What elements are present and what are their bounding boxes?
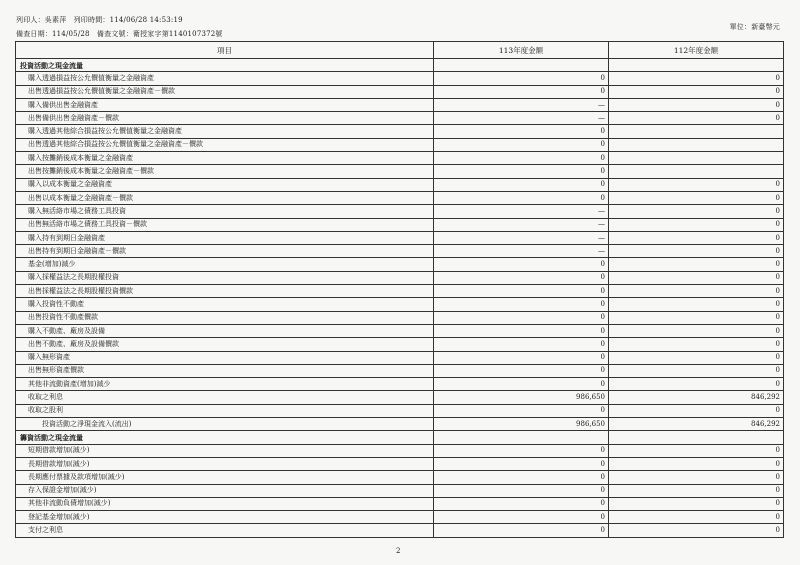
row-113-cell: 0 xyxy=(434,351,609,364)
row-112-cell: 0 xyxy=(609,258,784,271)
row-item-cell: 存入保證金增加(減少) xyxy=(16,484,434,497)
row-113-cell: — xyxy=(434,205,609,218)
table-row xyxy=(16,178,784,191)
row-item-cell: 購入不動產、廠房及設備 xyxy=(16,324,434,337)
table-row xyxy=(16,351,784,364)
row-112-cell: 0 xyxy=(609,85,784,98)
row-item-cell: 長期借款增加(減少) xyxy=(16,457,434,470)
row-item-cell: 出售備供出售金融資產－價款 xyxy=(16,112,434,125)
row-112-cell xyxy=(609,152,784,165)
table-row xyxy=(16,431,784,444)
table-row xyxy=(16,444,784,457)
row-item-cell: 購入無活絡市場之債務工具投資 xyxy=(16,205,434,218)
row-112-cell: 0 xyxy=(609,191,784,204)
row-item-cell: 出售以成本衡量之金融資產－價款 xyxy=(16,191,434,204)
row-113-cell: 0 xyxy=(434,191,609,204)
row-item-cell: 投資活動之淨現金流入(流出) xyxy=(16,418,434,431)
row-item-cell: 出售按攤銷後成本衡量之金融資產－價款 xyxy=(16,165,434,178)
row-item-cell: 收取之股利 xyxy=(16,404,434,417)
table-row xyxy=(16,125,784,138)
table-row xyxy=(16,324,784,337)
row-112-cell: 0 xyxy=(609,298,784,311)
row-112-cell xyxy=(609,165,784,178)
row-113-cell: 0 xyxy=(434,152,609,165)
table-row xyxy=(16,205,784,218)
row-113-cell: 0 xyxy=(434,404,609,417)
row-112-cell: 0 xyxy=(609,497,784,510)
row-112-cell: 0 xyxy=(609,245,784,258)
row-113-cell: 0 xyxy=(434,138,609,151)
row-112-cell: 0 xyxy=(609,285,784,298)
table-row xyxy=(16,271,784,284)
row-113-cell: 0 xyxy=(434,165,609,178)
row-113-cell: 0 xyxy=(434,444,609,457)
row-113-cell: — xyxy=(434,231,609,244)
row-113-cell: 0 xyxy=(434,338,609,351)
table-row xyxy=(16,138,784,151)
row-112-cell: 0 xyxy=(609,444,784,457)
row-112-cell: 0 xyxy=(609,364,784,377)
table-row xyxy=(16,218,784,231)
table-row xyxy=(16,98,784,111)
table-row xyxy=(16,112,784,125)
row-item-cell: 購入持有到期日金融資產 xyxy=(16,231,434,244)
row-112-cell: 0 xyxy=(609,324,784,337)
row-112-cell: 0 xyxy=(609,72,784,85)
row-112-cell: 0 xyxy=(609,351,784,364)
row-113-cell: 0 xyxy=(434,285,609,298)
row-113-cell: 0 xyxy=(434,311,609,324)
table-row xyxy=(16,391,784,404)
row-112-cell: 0 xyxy=(609,404,784,417)
table-row xyxy=(16,59,784,72)
row-item-cell: 登記基金增加(減少) xyxy=(16,511,434,524)
row-113-cell: 0 xyxy=(434,271,609,284)
table-row xyxy=(16,72,784,85)
row-113-cell: 0 xyxy=(434,324,609,337)
row-item-cell: 購入按攤銷後成本衡量之金融資產 xyxy=(16,152,434,165)
row-113-cell: 0 xyxy=(434,524,609,537)
row-113-cell: 986,650 xyxy=(434,391,609,404)
row-113-cell: 0 xyxy=(434,497,609,510)
row-item-cell: 出售不動產、廠房及設備價款 xyxy=(16,338,434,351)
row-112-cell xyxy=(609,59,784,72)
row-item-cell: 其他非流動資產(增加)減少 xyxy=(16,378,434,391)
column-header-113: 113年度金額 xyxy=(434,42,609,59)
row-item-cell: 購入備供出售金融資產 xyxy=(16,98,434,111)
table-row xyxy=(16,191,784,204)
row-item-cell: 收取之利息 xyxy=(16,391,434,404)
table-row xyxy=(16,471,784,484)
cash-flow-table xyxy=(15,41,784,538)
row-item-cell: 出售無活絡市場之債務工具投資－價款 xyxy=(16,218,434,231)
row-112-cell xyxy=(609,138,784,151)
row-112-cell: 846,292 xyxy=(609,391,784,404)
row-item-cell: 購入採權益法之長期股權投資 xyxy=(16,271,434,284)
table-row xyxy=(16,484,784,497)
row-item-cell: 籌資活動之現金流量 xyxy=(16,431,434,444)
row-112-cell: 0 xyxy=(609,271,784,284)
table-row xyxy=(16,457,784,470)
row-113-cell: 0 xyxy=(434,364,609,377)
row-112-cell xyxy=(609,431,784,444)
row-item-cell: 購入透過損益按公允價值衡量之金融資產 xyxy=(16,72,434,85)
row-113-cell: 0 xyxy=(434,457,609,470)
row-113-cell: 0 xyxy=(434,258,609,271)
row-112-cell: 0 xyxy=(609,338,784,351)
row-112-cell: 0 xyxy=(609,178,784,191)
table-row xyxy=(16,231,784,244)
table-row xyxy=(16,311,784,324)
row-112-cell: 0 xyxy=(609,231,784,244)
row-112-cell: 0 xyxy=(609,218,784,231)
table-header-row xyxy=(16,42,784,59)
table-row xyxy=(16,511,784,524)
page-number: 2 xyxy=(396,547,401,555)
row-item-cell: 短期借款增加(減少) xyxy=(16,444,434,457)
row-item-cell: 基金(增加)減少 xyxy=(16,258,434,271)
row-item-cell: 購入投資性不動產 xyxy=(16,298,434,311)
table-row xyxy=(16,245,784,258)
row-113-cell: — xyxy=(434,245,609,258)
row-item-cell: 購入無形資產 xyxy=(16,351,434,364)
row-item-cell: 出售透過損益按公允價值衡量之金融資產－價款 xyxy=(16,85,434,98)
table-row xyxy=(16,497,784,510)
table-row xyxy=(16,298,784,311)
row-113-cell: — xyxy=(434,98,609,111)
row-113-cell: 0 xyxy=(434,125,609,138)
table-row xyxy=(16,404,784,417)
row-item-cell: 購入以成本衡量之金融資產 xyxy=(16,178,434,191)
row-112-cell: 0 xyxy=(609,98,784,111)
table-row xyxy=(16,524,784,537)
table-row xyxy=(16,378,784,391)
table-row xyxy=(16,418,784,431)
row-112-cell: 0 xyxy=(609,205,784,218)
row-113-cell: — xyxy=(434,112,609,125)
column-header-112: 112年度金額 xyxy=(609,42,784,59)
row-item-cell: 出售無形資產價款 xyxy=(16,364,434,377)
currency-unit: 單位：新臺幣元 xyxy=(729,23,780,31)
row-112-cell: 0 xyxy=(609,378,784,391)
row-113-cell: 0 xyxy=(434,85,609,98)
row-item-cell: 出售持有到期日金融資產－價款 xyxy=(16,245,434,258)
row-113-cell xyxy=(434,431,609,444)
row-112-cell: 0 xyxy=(609,471,784,484)
row-112-cell xyxy=(609,125,784,138)
row-112-cell: 846,292 xyxy=(609,418,784,431)
row-112-cell: 0 xyxy=(609,511,784,524)
row-113-cell: 0 xyxy=(434,471,609,484)
row-item-cell: 投資活動之現金流量 xyxy=(16,59,434,72)
row-113-cell xyxy=(434,59,609,72)
table-row xyxy=(16,285,784,298)
print-info: 列印人：吳素萍 列印時間：114/06/28 14:53:19 xyxy=(16,16,183,24)
row-item-cell: 長期應付票據及款項增加(減少) xyxy=(16,471,434,484)
row-item-cell: 購入透過其他綜合損益按公允價值衡量之金融資產 xyxy=(16,125,434,138)
row-item-cell: 出售採權益法之長期股權投資價款 xyxy=(16,285,434,298)
row-112-cell: 0 xyxy=(609,112,784,125)
row-112-cell: 0 xyxy=(609,457,784,470)
table-row xyxy=(16,165,784,178)
column-header-item: 項目 xyxy=(16,42,434,59)
row-113-cell: 0 xyxy=(434,72,609,85)
row-113-cell: 986,650 xyxy=(434,418,609,431)
row-113-cell: 0 xyxy=(434,378,609,391)
row-item-cell: 出售透過其他綜合損益按公允價值衡量之金融資產－價款 xyxy=(16,138,434,151)
table-row xyxy=(16,258,784,271)
row-item-cell: 其他非流動負債增加(減少) xyxy=(16,497,434,510)
row-113-cell: 0 xyxy=(434,298,609,311)
row-112-cell: 0 xyxy=(609,311,784,324)
review-info: 備查日期：114/05/28 備查文號：衛授家字第1140107372號 xyxy=(16,30,223,38)
row-113-cell: 0 xyxy=(434,511,609,524)
row-item-cell: 支付之利息 xyxy=(16,524,434,537)
row-112-cell: 0 xyxy=(609,484,784,497)
table-row xyxy=(16,85,784,98)
table-row xyxy=(16,152,784,165)
row-113-cell: — xyxy=(434,218,609,231)
row-item-cell: 出售投資性不動產價款 xyxy=(16,311,434,324)
row-112-cell: 0 xyxy=(609,524,784,537)
row-113-cell: 0 xyxy=(434,484,609,497)
table-row xyxy=(16,338,784,351)
table-row xyxy=(16,364,784,377)
row-113-cell: 0 xyxy=(434,178,609,191)
